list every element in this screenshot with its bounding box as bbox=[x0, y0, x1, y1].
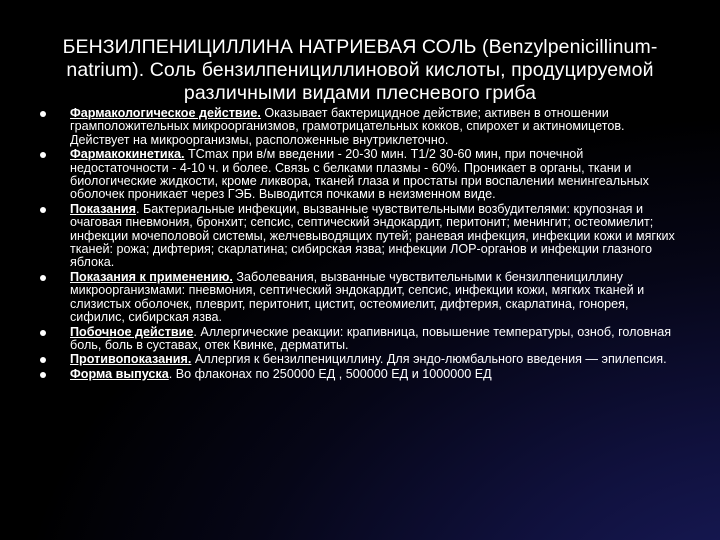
list-item-pharmacological-action bbox=[40, 107, 680, 147]
list-item-indications-for-use bbox=[40, 271, 680, 325]
bullet-icon bbox=[40, 111, 46, 117]
bullet-icon bbox=[40, 207, 46, 213]
item-heading: Форма выпуска bbox=[70, 366, 169, 381]
drug-info-list bbox=[40, 107, 680, 381]
item-text: . Во флаконах по 250000 ЕД , 500000 ЕД и 1000000 ЕД bbox=[168, 366, 492, 381]
item-text: Аллергия к бензилпенициллину. Для эндо-люмбального введения — эпилепсия. bbox=[191, 352, 667, 367]
bullet-icon bbox=[40, 372, 46, 378]
bullet-icon bbox=[40, 330, 46, 336]
item-heading: Фармакологическое действие. bbox=[70, 106, 261, 120]
list-item-release-form bbox=[40, 368, 680, 381]
item-text: Заболевания, вызванные чувствительными к бензилпенициллину микроорганизмами: пневмония, септический эндокардит, сепсис, инфекции кожи, мягких тканей и слизистых оболочек, плеврит, перитонит, цистит, остеомиелит, дифтерия, скарлатина, гонорея, сифилис, сибирская язва. bbox=[70, 269, 645, 325]
item-text: Оказывает бактерицидное действие; активен в отношении грамположительных микроорганизмов, грамотрицательных кокков, спирохет и актиномицетов. Действует на микроорганизмы, расположенные внутриклеточно. bbox=[70, 106, 625, 147]
item-heading: Противопоказания. bbox=[70, 352, 192, 367]
item-text: ТСmax при в/м введении - 20-30 мин. Т1/2 30-60 мин, при почечной недостаточности - 4-10 ч. и более. Связь с белками плазмы - 60%. Проникает в органы, ткани и биологические жидкости, кроме ликвора, тканей глаза и простаты при воспалении менингеальных оболочек проникает через ГЭБ. Выводится почками в неизменном виде. bbox=[70, 147, 649, 202]
bullet-icon bbox=[40, 357, 46, 363]
item-heading: Побочное действие bbox=[70, 324, 194, 339]
list-item-indications bbox=[40, 203, 680, 270]
item-text: . Аллергические реакции: крапивница, повышение температуры, озноб, головная боль, боль в суставах, отек Квинке, дерматиты. bbox=[70, 324, 672, 352]
list-item-contraindications bbox=[40, 353, 680, 366]
slide-title: БЕНЗИЛПЕНИЦИЛЛИНА НАТРИЕВАЯ СОЛЬ (Benzylpenicillinum-natrium). Соль бензилпенициллиновой кислоты, продуцируемой различными видами плесневого гриба bbox=[62, 36, 658, 104]
item-heading: Показания bbox=[70, 201, 137, 216]
list-item-side-effects bbox=[40, 326, 680, 353]
bullet-icon bbox=[40, 275, 46, 281]
item-heading: Фармакокинетика. bbox=[70, 147, 185, 162]
list-item-pharmacokinetics bbox=[40, 148, 680, 202]
bullet-icon bbox=[40, 152, 46, 158]
item-text: . Бактериальные инфекции, вызванные чувствительными возбудителями: крупозная и очаговая пневмония, бронхит; сепсис, септический эндокардит, перитонит; менингит; остеомиелит; инфекции мочеполовой системы, желчевыводящих путей; раневая инфекция, инфекции кожи и мягких тканей: рожа; дифтерия; скарлатина; сибирская язва; инфекции ЛОР-органов и инфекции глазного яблока. bbox=[70, 201, 675, 270]
item-heading: Показания к применению. bbox=[70, 269, 233, 284]
